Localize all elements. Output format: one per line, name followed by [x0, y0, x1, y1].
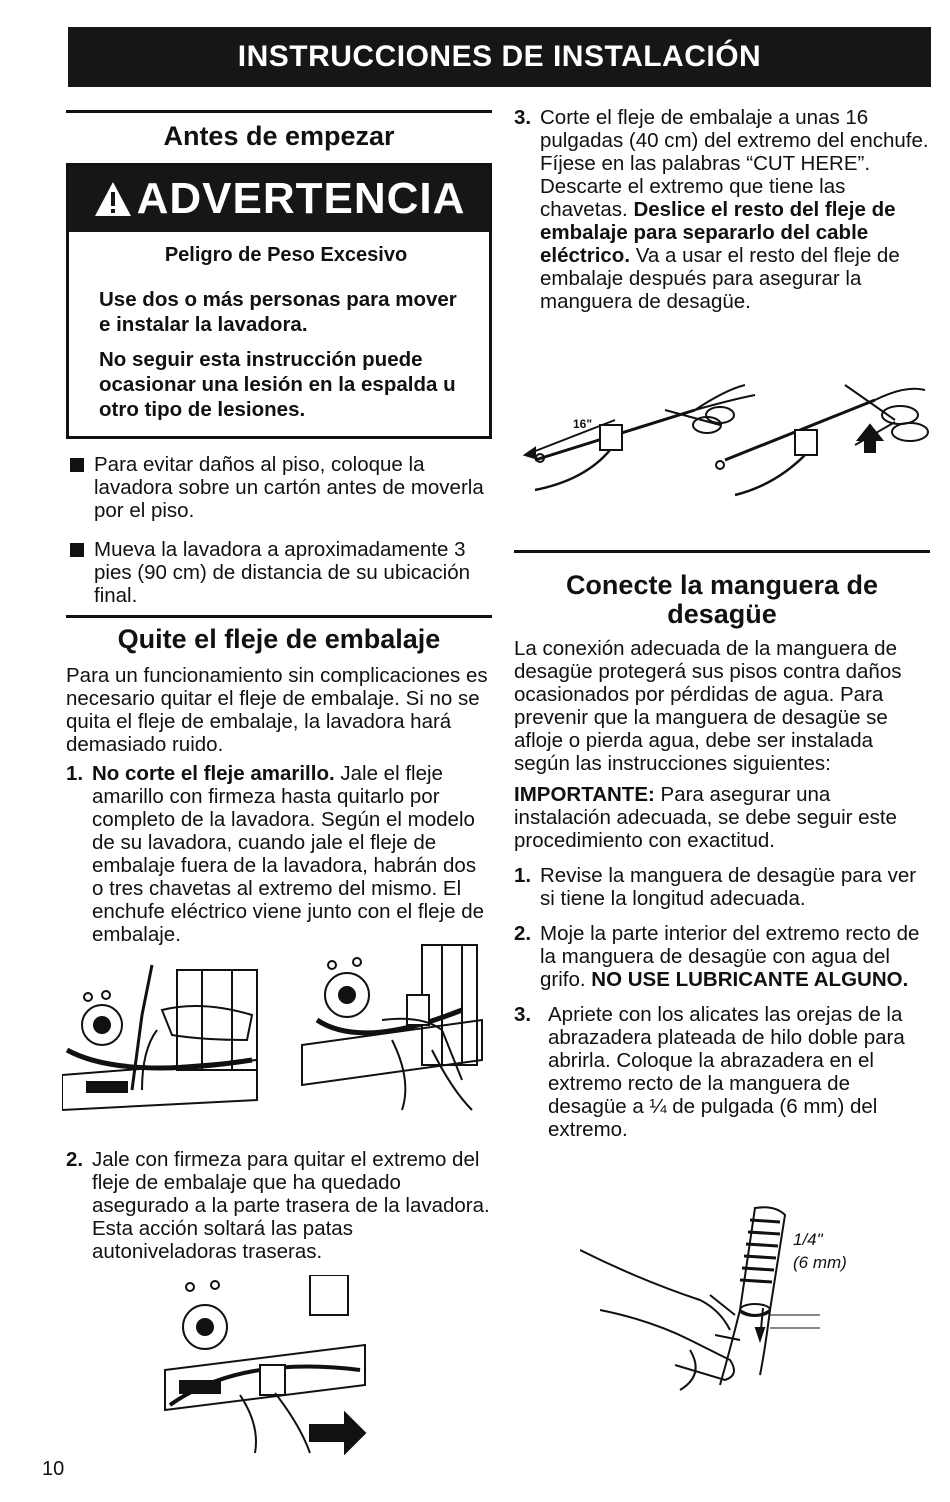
step-bold-text: Deslice el resto del fleje de embalaje para separarlo del cable eléctrico. [540, 198, 896, 267]
section-divider [66, 615, 492, 618]
section-title-manguera: Conecte la manguera de desagüe [565, 570, 879, 629]
warning-subheading: Peligro de Peso Excesivo [164, 244, 408, 266]
step-number: 2. [514, 922, 532, 945]
dimension-inches: 1/4" [793, 1230, 823, 1249]
step-text: Apriete con los alicates las orejas de la abrazadera plateada de hilo doble para abrirla. Coloque la abrazadera en el extremo recto de la manguera de desagüe a ¼ de pulgada (6 mm) del extremo. [548, 1003, 905, 1141]
important-note [514, 783, 930, 852]
strap-length-label: 16" [573, 417, 593, 431]
step-text [540, 922, 930, 991]
step-number: 3. [514, 1003, 532, 1026]
bullet-square-icon [70, 458, 84, 472]
step-text: Revise la manguera de desagüe para ver si tiene la longitud adecuada. [540, 864, 917, 910]
manguera-section [514, 550, 930, 1141]
step-bold-text: NO USE LUBRICANTE ALGUNO. [591, 968, 909, 991]
important-text: Para asegurar una instalación adecuada, se debe seguir este procedimiento con exactitud. [514, 783, 897, 852]
warning-text-2: No seguir esta instrucción puede ocasionar una lesión en la espalda u otro tipo de lesiones. [99, 348, 456, 421]
fleje-intro: Para un funcionamiento sin complicaciones es necesario quitar el fleje de embalaje. Si no se quita el fleje de embalaje, la lavadora hará demasiado ruido. [66, 664, 488, 756]
step-text [92, 762, 492, 946]
dimension-mm: (6 mm) [793, 1253, 847, 1272]
page-number: 10 [42, 1458, 65, 1480]
step-1 [514, 864, 930, 910]
step-2 [514, 922, 930, 991]
strap-cutting-illustration [515, 370, 930, 505]
step-text-body: Corte el fleje de embalaje a unas 16 pulgadas (40 cm) del extremo del enchufe. Fíjese en las palabras “CUT HERE”. Descarte el extremo que tiene las chavetas. [540, 106, 929, 221]
strap-removal-illustration [62, 940, 487, 1130]
step-1 [66, 762, 492, 946]
bullet-text: Mueva la lavadora a aproximadamente 3 pies (90 cm) de distancia de su ubicación final. [94, 538, 471, 607]
step-text-body: Va a usar el resto del fleje de embalaje después para asegurar la manguera de desagüe. [540, 244, 900, 313]
bullet-square-icon [70, 543, 84, 557]
step-text: Jale con firmeza para quitar el extremo del fleje de embalaje que ha quedado asegurado a la parte trasera de la lavadora. Esta acción soltará las patas autoniveladoras traseras. [92, 1148, 490, 1263]
step-text-body: Moje la parte interior del extremo recto de la manguera de desagüe con agua del grifo. [540, 922, 920, 991]
step-number: 1. [66, 762, 84, 785]
list-item [66, 538, 492, 607]
hose-clamp-illustration [580, 1200, 870, 1395]
step-number: 2. [66, 1148, 84, 1171]
warning-heading: ADVERTENCIA [136, 174, 466, 223]
warning-triangle-icon [93, 180, 133, 218]
page-header [68, 27, 931, 87]
page-title: INSTRUCCIONES DE INSTALACIÓN [237, 40, 762, 73]
list-item [66, 453, 492, 522]
step-number: 3. [514, 106, 532, 129]
bullet-text: Para evitar daños al piso, coloque la lavadora sobre un cartón antes de moverla por el piso. [94, 453, 484, 522]
warning-body [69, 232, 489, 436]
step-2 [66, 1148, 492, 1263]
step-3 [514, 1003, 930, 1141]
step-number: 1. [514, 864, 532, 887]
step-text [540, 106, 930, 313]
manguera-intro: La conexión adecuada de la manguera de desagüe protegerá sus pisos contra daños ocasionados por pérdidas de agua. Para prevenir que la manguera de desagüe se afloje o pierda agua, debe ser instalada según las instrucciones siguientes: [514, 637, 902, 775]
warning-box [66, 163, 492, 439]
section-title-antes: Antes de empezar [163, 121, 395, 151]
left-column [66, 110, 492, 946]
section-divider [514, 550, 930, 553]
warning-text-1: Use dos o más personas para mover e instalar la lavadora. [99, 288, 457, 336]
step-2-container [66, 1142, 492, 1263]
right-column [514, 106, 930, 313]
section-title-fleje: Quite el fleje de embalaje [117, 624, 441, 654]
step-3 [514, 106, 930, 313]
step-bold-text: No corte el fleje amarillo. [92, 762, 335, 785]
important-label: IMPORTANTE: [514, 783, 655, 806]
warning-header [69, 166, 489, 232]
rear-leg-illustration [160, 1275, 375, 1455]
section-divider [66, 110, 492, 113]
step-text-body: Jale el fleje amarillo con firmeza hasta quitarlo por completo de la lavadora. Según el modelo de su lavadora, cuando jale el fleje de embalaje fuera de la lavadora, habrán dos o tres chavetas al extremo del mismo. El enchufe eléctrico viene junto con el fleje de embalaje. [92, 762, 485, 946]
